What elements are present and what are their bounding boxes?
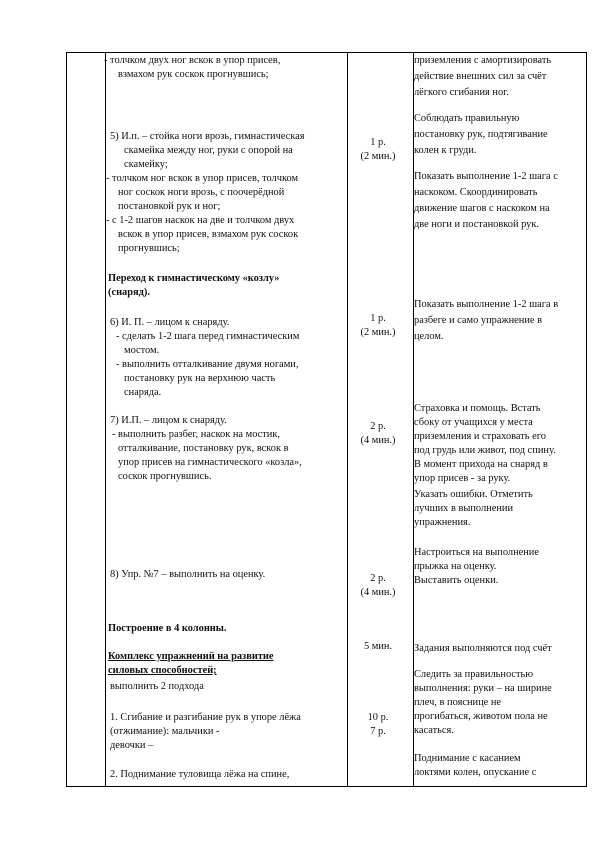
method-note-line: постановку рук, подтягивание bbox=[414, 129, 548, 140]
method-note-line: упражнения. bbox=[414, 517, 471, 528]
method-note-line: под грудь или живот, под спину. bbox=[414, 445, 556, 456]
exercise-text-line: взмахом рук соскок прогнувшись; bbox=[118, 69, 269, 80]
method-note-line: колен к груди. bbox=[414, 145, 477, 156]
exercise-text-line: (снаряд). bbox=[108, 287, 150, 298]
method-note-line: приземления и страховать его bbox=[414, 431, 546, 442]
method-note-line: разбеге и само упражнение в bbox=[414, 315, 543, 326]
method-note-line: сбоку от учащихся у места bbox=[414, 417, 533, 428]
dosage-text-line: (4 мин.) bbox=[360, 435, 396, 446]
dosage-text-line: 2 р. bbox=[370, 421, 386, 432]
exercise-text-line: 1. Сгибание и разгибание рук в упоре лёжа bbox=[110, 712, 301, 723]
exercise-text-line: упор присев на гимнастического «козла», bbox=[118, 457, 302, 468]
method-note-line: действие внешних сил за счёт bbox=[414, 71, 547, 82]
exercise-text-line: 7) И.П. – лицом к снаряду. bbox=[110, 415, 227, 426]
dosage-text-line: 10 р. bbox=[367, 712, 389, 723]
method-note-line: выполнения: руки – на ширине bbox=[414, 683, 552, 694]
method-note-line: прогибаться, животом пола не bbox=[414, 711, 548, 722]
dosage-text-line: (2 мин.) bbox=[360, 151, 396, 162]
exercise-text-line: - толчком ног вскок в упор присев, толчком bbox=[106, 173, 299, 184]
dosage-text-line: (4 мин.) bbox=[360, 587, 396, 598]
method-note-line: две ноги и постановкой рук. bbox=[414, 219, 540, 230]
dosage-text-line: 1 р. bbox=[370, 137, 386, 148]
method-note-line: прыжка на оценку. bbox=[414, 561, 497, 572]
exercise-text-line: девочки – bbox=[110, 740, 154, 751]
exercise-text-line: 8) Упр. №7 – выполнить на оценку. bbox=[110, 569, 266, 580]
exercise-text-line: Комплекс упражнений на развитие bbox=[108, 651, 274, 662]
method-note-line: целом. bbox=[414, 331, 444, 342]
method-note-line: лучших в выполнении bbox=[414, 503, 514, 514]
method-note-line: В момент прихода на снаряд в bbox=[414, 459, 548, 470]
method-note-line: приземления с амортизировать bbox=[414, 55, 552, 66]
method-note-line: Следить за правильностью bbox=[414, 669, 534, 680]
method-note-line: Указать ошибки. Отметить bbox=[414, 489, 533, 500]
exercise-text-line: - выполнить разбег, наскок на мостик, bbox=[112, 429, 281, 440]
exercise-text-line: - выполнить отталкивание двумя ногами, bbox=[116, 359, 299, 370]
exercise-text-line: постановкой рук и ног; bbox=[118, 201, 221, 212]
method-note-line: Показать выполнение 1-2 шага в bbox=[414, 299, 559, 310]
dosage-text-line: 7 р. bbox=[370, 726, 386, 737]
exercise-text-line: прогнувшись; bbox=[118, 243, 180, 254]
exercise-text-line: постановку рук на верхнюю часть bbox=[124, 373, 276, 384]
exercise-text-line: 6) И. П. – лицом к снаряду. bbox=[110, 317, 230, 328]
exercise-text-line: 2. Поднимание туловища лёжа на спине, bbox=[110, 769, 290, 780]
method-note-line: плеч, в пояснице не bbox=[414, 697, 502, 708]
method-note-line: Настроиться на выполнение bbox=[414, 547, 539, 558]
exercise-text-line: скамейку; bbox=[124, 159, 168, 170]
exercise-text-line: - сделать 1-2 шага перед гимнастическим bbox=[116, 331, 300, 342]
exercise-text-line: мостом. bbox=[124, 345, 160, 356]
dosage-text-line: (2 мин.) bbox=[360, 327, 396, 338]
column-divider bbox=[105, 53, 106, 786]
method-note-line: Поднимание с касанием bbox=[414, 753, 521, 764]
exercise-text-line: выполнить 2 подхода bbox=[110, 681, 204, 692]
exercise-text-line: Переход к гимнастическому «козлу» bbox=[108, 273, 280, 284]
exercise-text-line: соскок прогнувшись. bbox=[118, 471, 212, 482]
method-note-line: упор присев - за руку. bbox=[414, 473, 511, 484]
method-note-line: Выставить оценки. bbox=[414, 575, 499, 586]
exercise-text-line: Построение в 4 колонны. bbox=[108, 623, 227, 634]
exercise-text-line: 5) И.п. – стойка ноги врозь, гимнастическая bbox=[110, 131, 305, 142]
dosage-text-line: 5 мин. bbox=[363, 641, 393, 652]
method-note-line: Показать выполнение 1-2 шага с bbox=[414, 171, 558, 182]
method-note-line: Соблюдать правильную bbox=[414, 113, 520, 124]
dosage-text-line: 1 р. bbox=[370, 313, 386, 324]
dosage-text-line: 2 р. bbox=[370, 573, 386, 584]
exercise-text-line: вскок в упор присев, взмахом рук соскок bbox=[118, 229, 299, 240]
method-note-line: касаться. bbox=[414, 725, 454, 736]
exercise-text-line: (отжимание): мальчики - bbox=[110, 726, 220, 737]
method-note-line: лёгкого сгибания ног. bbox=[414, 87, 509, 98]
exercise-text-line: - толчком двух ног вскок в упор присев, bbox=[104, 55, 281, 66]
exercise-text-line: отталкивание, постановку рук, вскок в bbox=[118, 443, 289, 454]
method-note-line: наскоком. Скоординировать bbox=[414, 187, 538, 198]
exercise-text-line: силовых способностей; bbox=[108, 665, 217, 676]
method-note-line: локтями колен, опускание с bbox=[414, 767, 537, 778]
method-note-line: движение шагов с наскоком на bbox=[414, 203, 550, 214]
method-note-line: Страховка и помощь. Встать bbox=[414, 403, 541, 414]
exercise-text-line: ног соскок ноги врозь, с поочерёдной bbox=[118, 187, 285, 198]
exercise-text-line: снаряда. bbox=[124, 387, 162, 398]
exercise-text-line: - с 1-2 шагов наскок на две и толчком двух bbox=[106, 215, 295, 226]
exercise-text-line: скамейка между ног, руки с опорой на bbox=[124, 145, 293, 156]
method-note-line: Задания выполняются под счёт bbox=[414, 643, 552, 654]
